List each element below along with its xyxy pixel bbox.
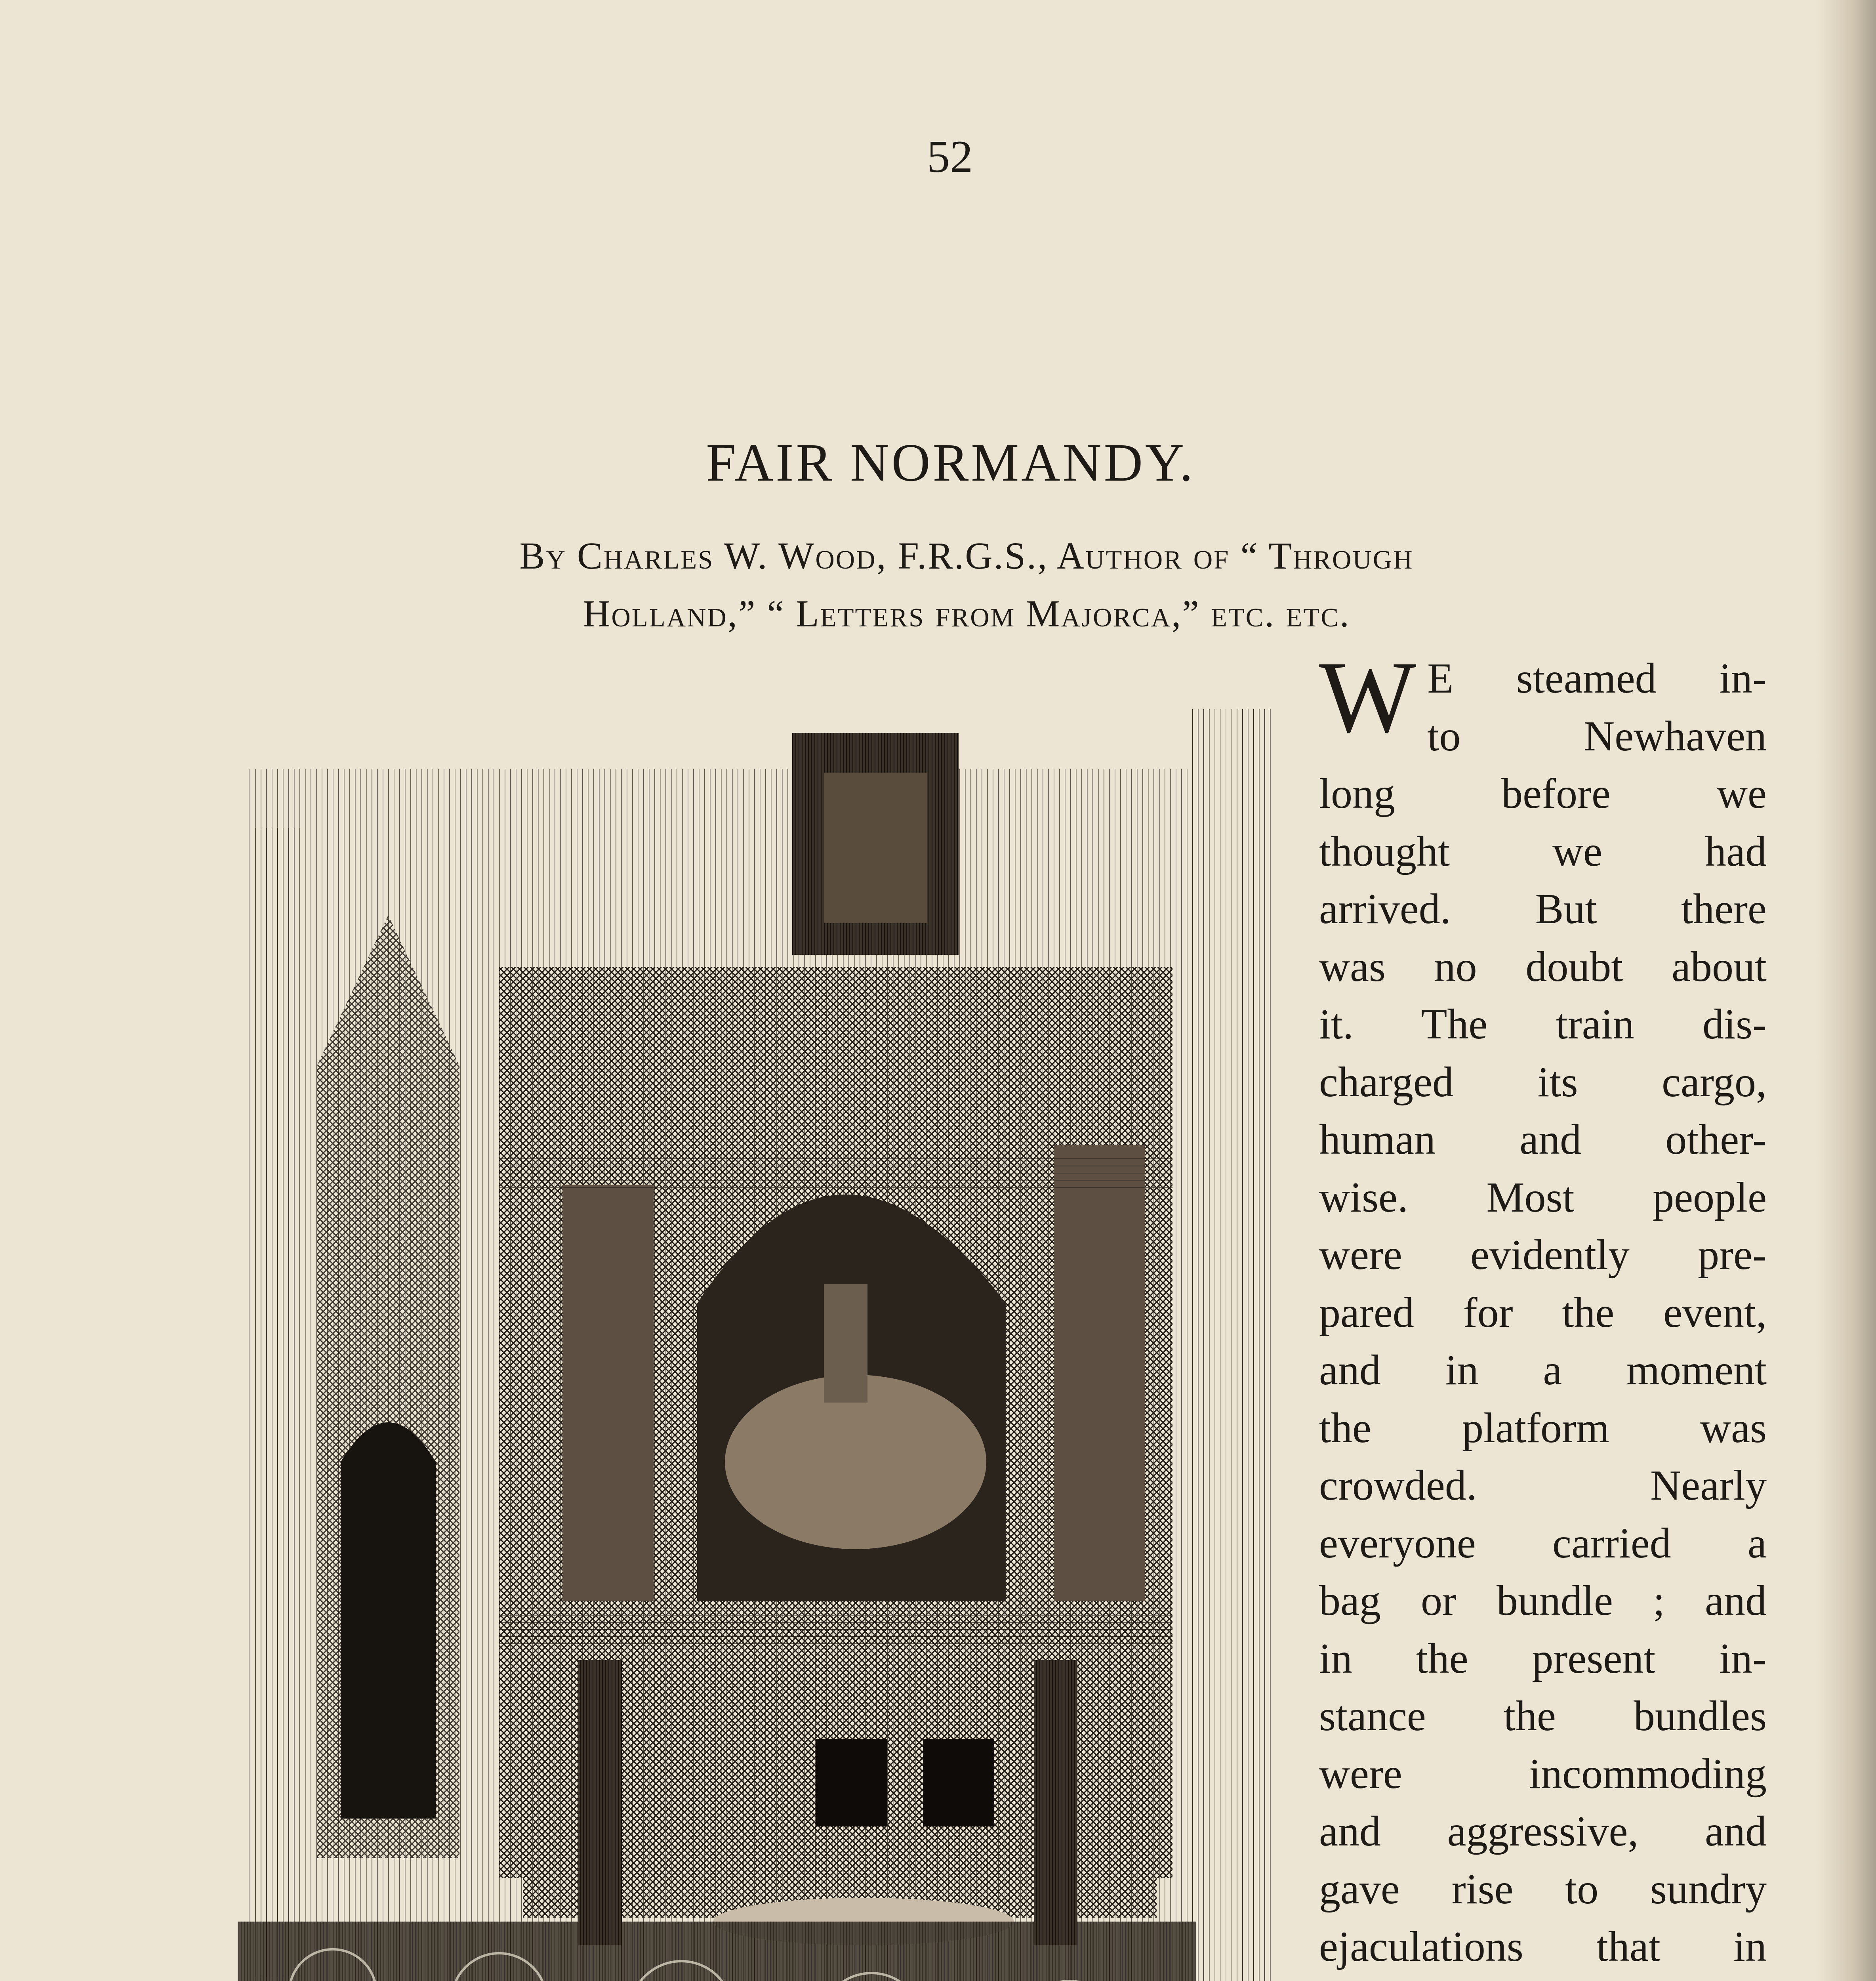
right-column-text — [1319, 640, 1767, 1981]
text-line: gave rise to sundry — [1319, 1865, 1767, 1913]
text-line: were evidently pre- — [1319, 1231, 1767, 1279]
show-through-text — [222, 103, 1806, 161]
text-line: crowded. Nearly — [1319, 1462, 1767, 1509]
text-line: and aggressive, and — [1319, 1808, 1767, 1855]
drop-cap: W — [1319, 640, 1417, 754]
text-line: stance the bundles — [1319, 1693, 1767, 1740]
byline — [254, 527, 1680, 643]
byline-line: By Charles W. Wood, F.R.G.S., Author of “ Through — [519, 534, 1414, 577]
text-line: it. The train dis- — [1319, 1001, 1767, 1048]
text-line: and in a moment — [1319, 1347, 1767, 1394]
text-line: ejaculations that in — [1319, 1923, 1767, 1970]
text-line — [1319, 1976, 1767, 1981]
text-line: to Newhaven — [1427, 712, 1767, 760]
text-line: pared for the event, — [1319, 1289, 1767, 1336]
tomb-engraving-illustration — [222, 709, 1283, 1981]
page-number: 52 — [927, 132, 973, 182]
text-line: E steamed in- — [1427, 655, 1767, 702]
page-edge-shadow — [1817, 0, 1876, 1981]
text-line: wise. Most people — [1319, 1174, 1767, 1221]
text-line: thought we had — [1319, 828, 1767, 875]
text-line: everyone carried a — [1319, 1519, 1767, 1567]
byline-line: Holland,” “ Letters from Majorca,” etc. etc. — [583, 592, 1350, 635]
text-line: were incommoding — [1319, 1750, 1767, 1798]
text-line: bag or bundle ; and — [1319, 1577, 1767, 1624]
text-line: arrived. But there — [1319, 886, 1767, 933]
text-line: the platform was — [1319, 1404, 1767, 1452]
text-line: long before we — [1319, 770, 1767, 817]
text-line: in the present in- — [1319, 1635, 1767, 1682]
article-title: FAIR NORMANDY. — [706, 433, 1195, 492]
text-line: charged its cargo, — [1319, 1058, 1767, 1106]
text-line: human and other- — [1319, 1116, 1767, 1163]
text-line: was no doubt about — [1319, 943, 1767, 990]
